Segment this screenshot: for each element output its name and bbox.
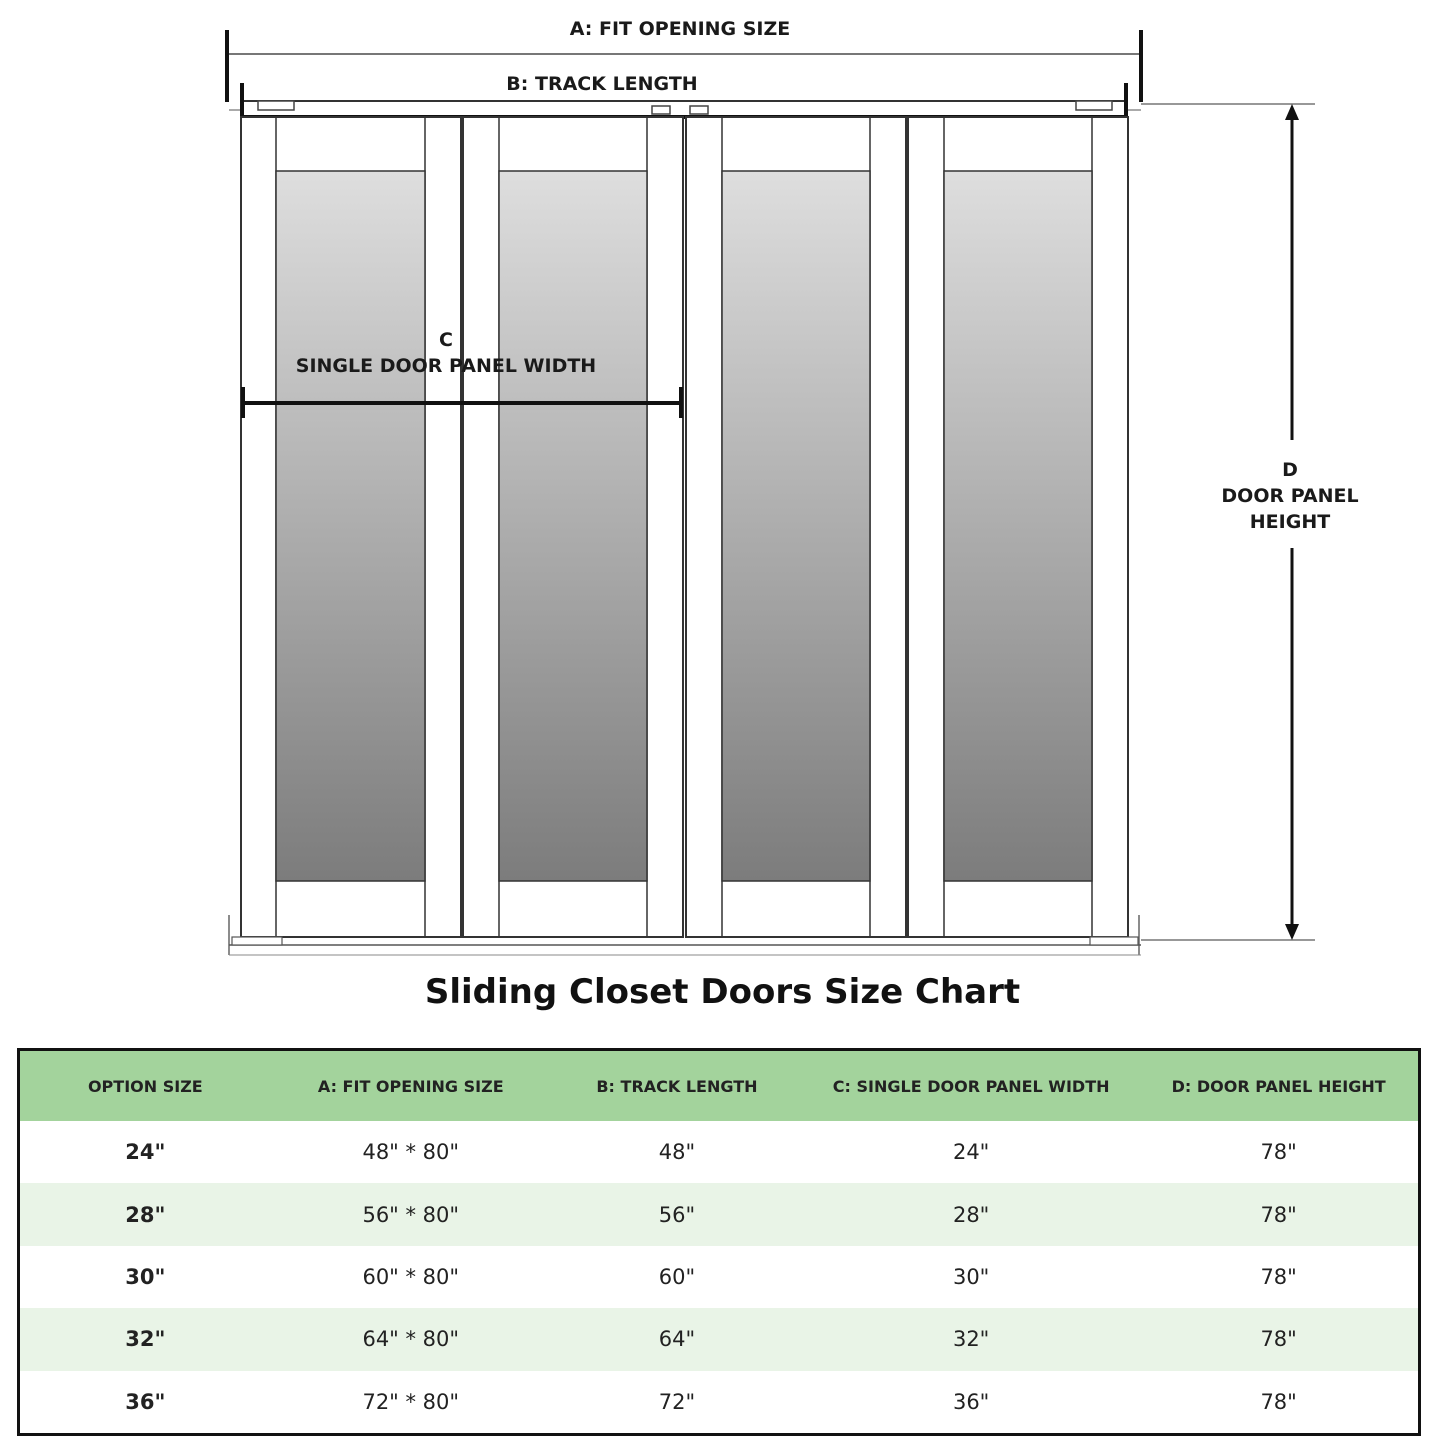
header-door-panel-height: D: DOOR PANEL HEIGHT [1139, 1050, 1419, 1122]
track-length-cell: 64" [551, 1308, 803, 1370]
track-length-cell: 72" [551, 1371, 803, 1435]
track-frame [229, 101, 1141, 117]
table-row [19, 1121, 1420, 1183]
chart-title: Sliding Closet Doors Size Chart [424, 972, 1021, 1012]
fit-opening-cell: 56" * 80" [271, 1183, 551, 1245]
panel-height-label-line2: HEIGHT [1249, 511, 1331, 533]
fit-opening-cell: 48" * 80" [271, 1121, 551, 1183]
door-panel-3 [686, 117, 906, 937]
track-length-cell: 56" [551, 1183, 803, 1245]
fit-opening-cell: 60" * 80" [271, 1246, 551, 1308]
option-size-cell: 24" [19, 1121, 271, 1183]
door-panel-4 [908, 117, 1128, 937]
panel-height-cell: 78" [1139, 1246, 1419, 1308]
option-size-cell: 32" [19, 1308, 271, 1370]
door-panel-2 [463, 117, 683, 937]
panel-width-cell: 30" [803, 1246, 1139, 1308]
table-row [19, 1308, 1420, 1370]
track-length-cell: 60" [551, 1246, 803, 1308]
door-panel-1 [241, 117, 461, 937]
panel-width-cell: 36" [803, 1371, 1139, 1435]
track-length-label: B: TRACK LENGTH [506, 73, 698, 95]
panel-width-cell: 24" [803, 1121, 1139, 1183]
panel-height-cell: 78" [1139, 1371, 1419, 1435]
table-row [19, 1371, 1420, 1435]
header-fit-opening-size: A: FIT OPENING SIZE [271, 1050, 551, 1122]
panel-width-cell: 32" [803, 1308, 1139, 1370]
header-track-length: B: TRACK LENGTH [551, 1050, 803, 1122]
header-option-size: OPTION SIZE [19, 1050, 271, 1122]
panel-height-cell: 78" [1139, 1308, 1419, 1370]
panel-height-dimension [1141, 104, 1359, 940]
header-single-door-panel-width: C: SINGLE DOOR PANEL WIDTH [803, 1050, 1139, 1122]
panel-width-cell: 28" [803, 1183, 1139, 1245]
panel-width-label: SINGLE DOOR PANEL WIDTH [295, 355, 597, 377]
panel-height-cell: 78" [1139, 1183, 1419, 1245]
option-size-cell: 30" [19, 1246, 271, 1308]
track-length-cell: 48" [551, 1121, 803, 1183]
panel-height-letter: D [1282, 459, 1298, 481]
fit-opening-cell: 72" * 80" [271, 1371, 551, 1435]
panel-width-letter: C [439, 329, 453, 351]
panel-height-label-line1: DOOR PANEL [1221, 485, 1359, 507]
option-size-cell: 28" [19, 1183, 271, 1245]
table-row [19, 1183, 1420, 1245]
panel-height-cell: 78" [1139, 1121, 1419, 1183]
size-chart-table [17, 1048, 1421, 1436]
table-row [19, 1246, 1420, 1308]
option-size-cell: 36" [19, 1371, 271, 1435]
fit-opening-label: A: FIT OPENING SIZE [569, 18, 791, 40]
fit-opening-cell: 64" * 80" [271, 1308, 551, 1370]
table-header-row [19, 1050, 1420, 1122]
